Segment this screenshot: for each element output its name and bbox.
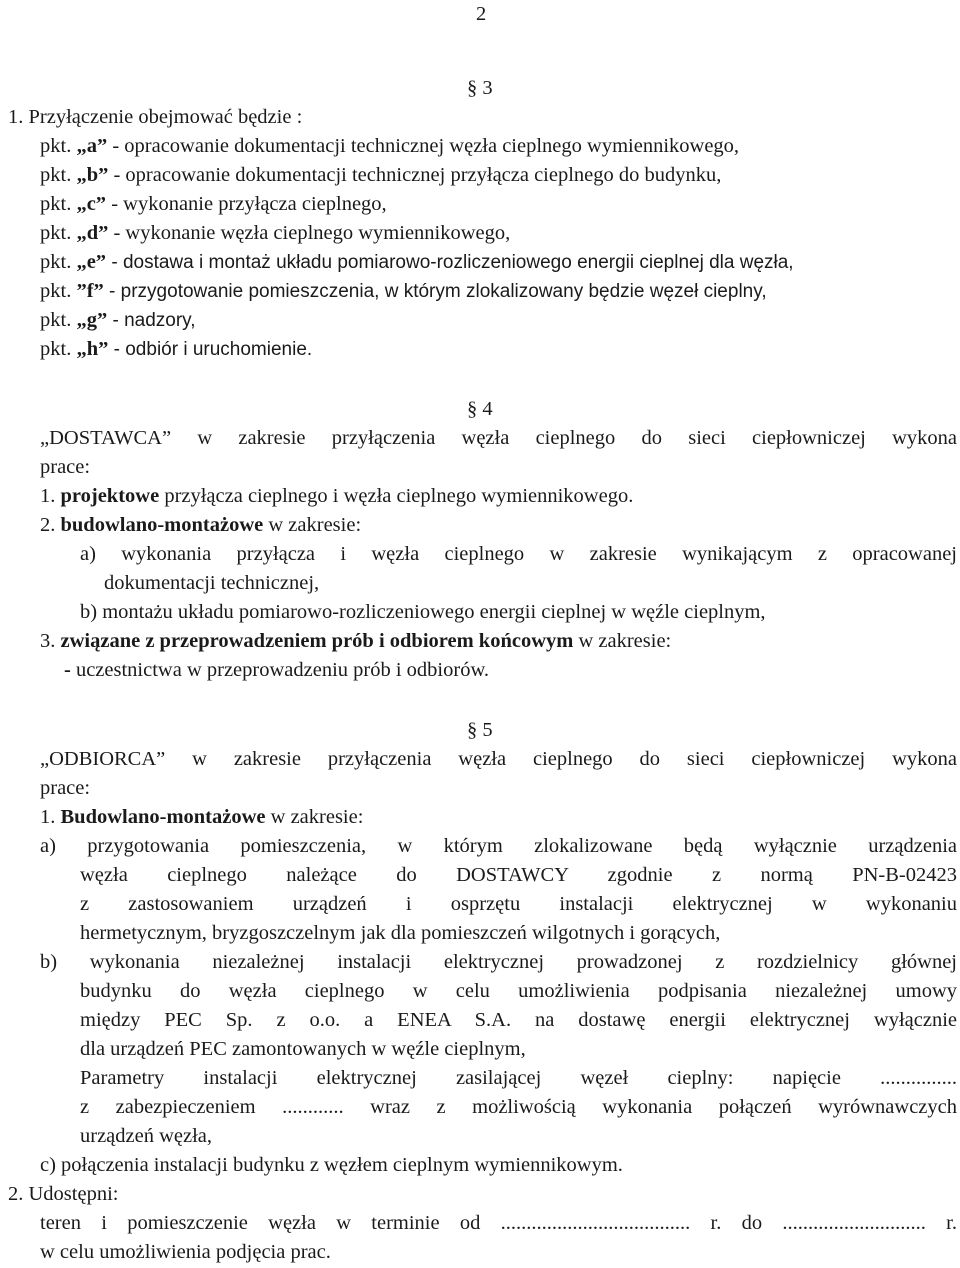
list-item: pkt. „c” - wykonanie przyłącza cieplnego, — [40, 193, 387, 215]
section-5-point-1a-cont: węzła cieplnego należące do DOSTAWCY zgodnie z normą PN-B-02423 — [80, 864, 957, 886]
list-item: pkt. „g” - nadzory, — [40, 309, 196, 331]
section-3-intro: 1. Przyłączenie obejmować będzie : — [8, 106, 303, 128]
section-3-heading: § 3 — [467, 77, 493, 99]
section-4-point-2a-cont: dokumentacji technicznej, — [104, 572, 320, 594]
section-5-point-1: 1. Budowlano-montażowe w zakresie: — [40, 806, 364, 828]
section-5-point-1b-params-cont: urządzeń węzła, — [80, 1125, 213, 1147]
section-5-heading: § 5 — [467, 719, 493, 741]
section-5-point-2: 2. Udostępni: — [8, 1183, 119, 1205]
section-5-point-1b-cont: budynku do węzła cieplnego w celu umożliwienia podpisania niezależnej umowy — [80, 980, 957, 1002]
section-4-point-1: 1. projektowe przyłącza cieplnego i węzła cieplnego wymiennikowego. — [40, 485, 634, 507]
page-number: 2 — [476, 3, 487, 25]
list-item: pkt. „d” - wykonanie węzła cieplnego wymiennikowego, — [40, 222, 511, 244]
section-5-point-1b-cont: między PEC Sp. z o.o. a ENEA S.A. na dostawę energii elektrycznej wyłącznie — [80, 1009, 957, 1031]
section-4-intro: „DOSTAWCA” w zakresie przyłączenia węzła cieplnego do sieci ciepłowniczej wykona — [40, 427, 957, 449]
section-5-point-1a-cont: z zastosowaniem urządzeń i osprzętu instalacji elektrycznej w wykonaniu — [80, 893, 957, 915]
section-5-point-1b-params: Parametry instalacji elektrycznej zasilającej węzeł cieplny: napięcie ............... — [80, 1067, 957, 1089]
section-5-point-2-line-cont: w celu umożliwienia podjęcia prac. — [40, 1241, 331, 1263]
section-5-intro-cont: prace: — [40, 777, 91, 799]
section-4-point-2: 2. budowlano-montażowe w zakresie: — [40, 514, 362, 536]
section-5-point-1c: c) połączenia instalacji budynku z węzłem cieplnym wymiennikowym. — [40, 1154, 623, 1176]
section-5-intro: „ODBIORCA” w zakresie przyłączenia węzła cieplnego do sieci ciepłowniczej wykona — [40, 748, 957, 770]
list-item: pkt. „h” - odbiór i uruchomienie. — [40, 338, 313, 360]
list-item: pkt. „b” - opracowanie dokumentacji technicznej przyłącza cieplnego do budynku, — [40, 164, 722, 186]
list-item: pkt. ”f” - przygotowanie pomieszczenia, w którym zlokalizowany będzie węzeł cieplny, — [40, 280, 767, 302]
list-item: pkt. „a” - opracowanie dokumentacji technicznej węzła cieplnego wymiennikowego, — [40, 135, 740, 157]
section-5-point-1b-cont: dla urządzeń PEC zamontowanych w węźle cieplnym, — [80, 1038, 526, 1060]
section-4-point-2a: a) wykonania przyłącza i węzła cieplnego w zakresie wynikającym z opracowanej — [80, 543, 957, 565]
section-5-point-1a-cont: hermetycznym, bryzgoszczelnym jak dla pomieszczeń wilgotnych i gorących, — [80, 922, 721, 944]
section-4-point-2b: b) montażu układu pomiarowo-rozliczeniowego energii cieplnej w węźle cieplnym, — [80, 601, 766, 623]
section-4-intro-cont: prace: — [40, 456, 91, 478]
section-5-point-2-line: teren i pomieszczenie węzła w terminie od ..................................... r. do ............................ r. — [40, 1212, 957, 1234]
section-4-point-3-sub: - uczestnictwa w przeprowadzeniu prób i odbiorów. — [64, 659, 490, 681]
section-4-point-3: 3. związane z przeprowadzeniem prób i odbiorem końcowym w zakresie: — [40, 630, 672, 652]
list-item: pkt. „e” - dostawa i montaż układu pomiarowo-rozliczeniowego energii cieplnej dla węzła, — [40, 251, 794, 273]
section-5-point-1a: a) przygotowania pomieszczenia, w którym zlokalizowane będą wyłącznie urządzenia — [40, 835, 957, 857]
section-4-heading: § 4 — [467, 398, 493, 420]
section-5-point-1b: b) wykonania niezależnej instalacji elektrycznej prowadzonej z rozdzielnicy głównej — [40, 951, 957, 973]
section-5-point-1b-params-cont: z zabezpieczeniem ............ wraz z możliwością wykonania połączeń wyrównawczych — [80, 1096, 957, 1118]
